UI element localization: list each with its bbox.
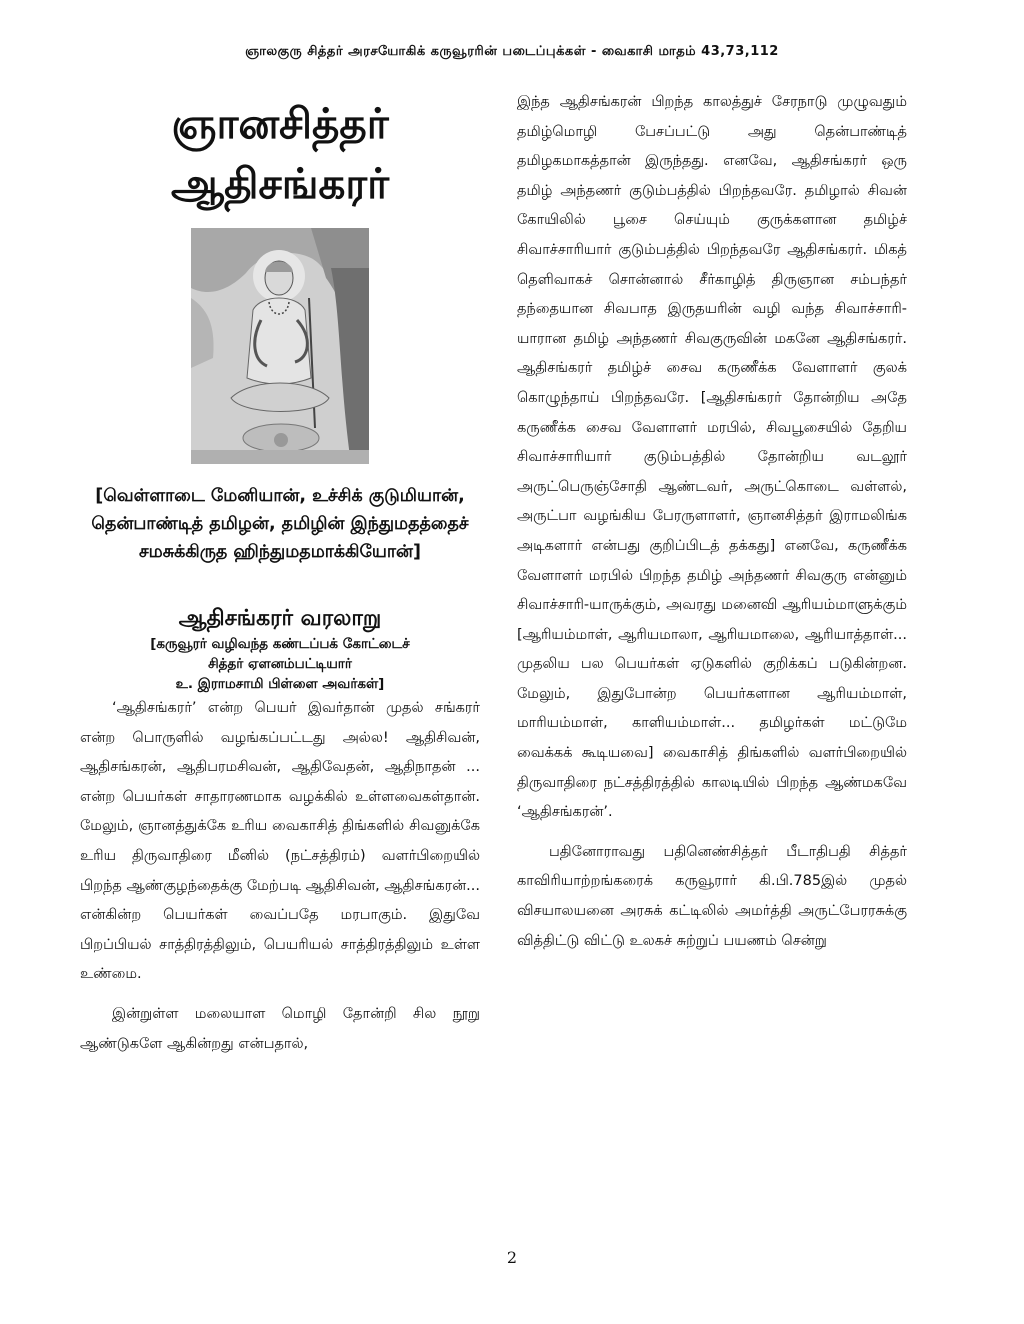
seated-sage-portrait-icon (191, 228, 369, 464)
title-line-1: ஞானசித்தர் (171, 99, 389, 148)
running-header: ஞாலகுரு சித்தர் அரசயோகிக் கருவூரரின் படைப்புக்கள் - வைகாசி மாதம் 43,73,112 (245, 44, 779, 59)
right-body-text (517, 88, 907, 956)
paragraph: பதினோராவது பதினெண்சித்தர் பீடாதிபதி சித்தர் காவிரியாற்றங்கரைக் கருவூரார் கி.பி.785இல் முதல் விசயாலயனை அரசுக் கட்டிலில் அமர்த்தி அருட்பேரரசுக்கு வித்திட்டு விட்டு உலகச் சுற்றுப் பயணம் சென்று (517, 843, 907, 949)
attribution-line-1: [கருவூரர் வழிவந்த கண்டப்பக் கோட்டைச் (150, 636, 410, 652)
author-attribution (80, 634, 480, 694)
right-column (517, 88, 907, 956)
section-title: ஆதிசங்கரர் வரலாறு (178, 606, 382, 631)
paragraph: இந்த ஆதிசங்கரன் பிறந்த காலத்துச் சேரநாடு முழுவதும் தமிழ்மொழி பேசப்பட்டு அது தென்பாண்டித் தமிழகமாகத்தான் இருந்தது. எனவே, ஆதிசங்கரர் ஒரு தமிழ் அந்தணர் குடும்பத்தில் பிறந்தவரே. தமிழால் சிவன் கோயிலில் பூசை செய்யும் குருக்களான தமிழ்ச் சிவாச்சாரியார் குடும்பத்தில் பிறந்தவரே ஆதிசங்கரர். மிகத் தெளிவாகச் சொன்னால் சீர்காழித் திருஞான சம்பந்தர் தந்தையான சிவபாத இருதயரின் வழி வந்த சிவாச்சாரி-யாரான தமிழ் அந்தணர் சிவகுருவின் மகனே ஆதிசங்கரர். ஆதிசங்கரர் தமிழ்ச் சைவ கருணீக்க வேளாளர் குலக் கொழுந்தாய் பிறந்தவரே. [ஆதிசங்கரர் தோன்றிய அதே கருணீக்க சைவ வேளாளர் மரபில், சிவபூசையில் தேறிய சிவாச்சாரியார் குடும்பத்தில் தோன்றிய வடலூர் அருட்பெருஞ்சோதி ஆண்டவர், அருட்கொடை வள்ளல், அருட்பா வழங்கிய பேரருளாளர், ஞானசித்தர் இராமலிங்க அடிகளார் என்பது குறிப்பிடத் தக்கது] எனவே, கருணீக்க வேளாளர் மரபில் பிறந்த தமிழ் அந்தணர் சிவகுரு என்னும் சிவாச்சாரி-யாருக்கும், அவரது மனைவி ஆரியம்மாளுக்கும் [ஆரியம்மாள், ஆரியமாலா, ஆரியமாலை, ஆரியாத்தாள்... முதலிய பல பெயர்கள் ஏடுகளில் குறிக்கப் படுகின்றன. மேலும், இதுபோன்ற பெயர்களான ஆரியம்மாள், மாரியம்மாள், காளியம்மாள்... தமிழர்கள் மட்டுமே வைக்கக் கூடியவை] வைகாசித் திங்களில் வளர்பிறையில் திருவாதிரை நட்சத்திரத்தில் காலடியில் பிறந்த ஆண்மகவே ‘ஆதிசங்கரன்’. (517, 94, 907, 821)
paragraph: இன்றுள்ள மலையாள மொழி தோன்றி சில நூறு ஆண்டுகளே ஆகின்றது என்பதால், (80, 1005, 480, 1052)
left-body-text (80, 694, 480, 1059)
page-number: 2 (506, 1248, 518, 1267)
paragraph: ‘ஆதிசங்கரர்’ என்ற பெயர் இவர்தான் முதல் சங்கரர் என்ற பொருளில் வழங்கப்பட்டது அல்ல! ஆதிசிவன், ஆதிசங்கரன், ஆதிபரமசிவன், ஆதிவேதன், ஆதிநாதன் ... என்ற பெயர்கள் சாதாரணமாக வழக்கில் உள்ளவைகள்தான். மேலும், ஞானத்துக்கே உரிய வைகாசித் திங்களில் சிவனுக்கே உரிய திருவாதிரை மீனில் (நட்சத்திரம்) வளர்பிறையில் பிறந்த ஆண்குழந்தைக்கு மேற்படி ஆதிசிவன், ஆதிசங்கரன்... என்கின்ற பெயர்கள் வைப்பதே மரபாகும். இதுவே பிறப்பியல் சாத்திரத்திலும், பெயரியல் சாத்திரத்திலும் உள்ள உண்மை. (80, 700, 480, 983)
left-column (80, 88, 480, 1059)
attribution-line-2: சித்தர் ஏளனம்பட்டியார் (208, 656, 352, 672)
portrait-caption: [வெள்ளாடை மேனியான், உச்சிக் குடுமியான், தென்பாண்டித் தமிழன், தமிழின் இந்துமதத்தைச் சமசுக்கிருத ஹிந்துமதமாக்கியோன்] (91, 486, 469, 562)
page-title (80, 94, 480, 214)
title-line-2: ஆதிசங்கரர் (170, 159, 390, 208)
attribution-line-3: உ. இராமசாமி பிள்ளை அவர்கள்] (175, 676, 385, 692)
